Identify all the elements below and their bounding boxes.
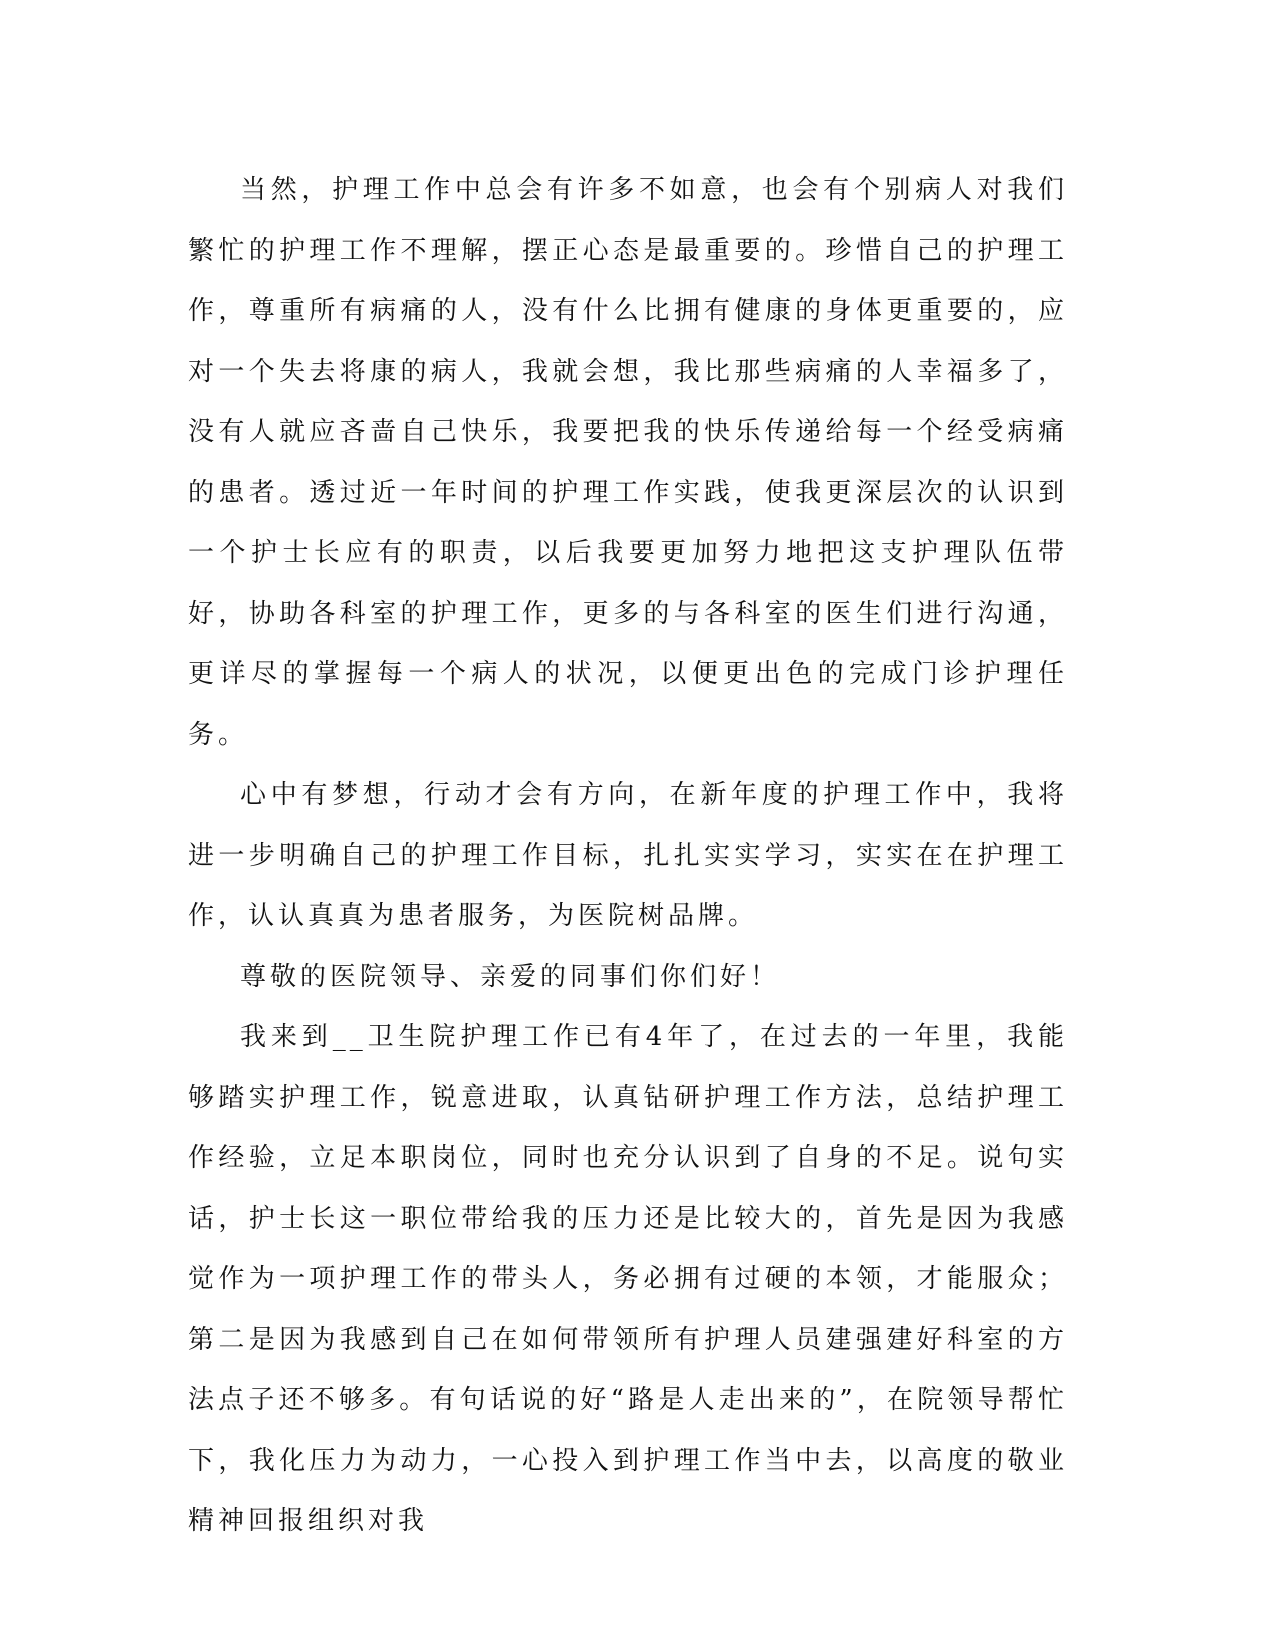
paragraph-greeting: 尊敬的医院领导、亲爱的同事们你们好！: [240, 961, 781, 992]
paragraph-work-report: 我来到__卫生院护理工作已有4年了，在过去的一年里，我能够踏实护理工作，锐意进取，认真钻研护理工作方法，总结护理工作经验，立足本职岗位，同时也充分认识到了自身的不足。说句实话，护士长这一职位带给我的压力还是比较大的，首先是因为我感觉作为一项护理工作的带头人，务必拥有过硬的本领，才能服众；第二是因为我感到自己在如何带领所有护理人员建强建好科室的方法点子还不够多。有句话说的好“路是人走出来的”，在院领导帮忙下，我化压力为动力，一心投入到护理工作当中去，以高度的敬业精神回报组织对我: [188, 1022, 1068, 1536]
paragraph-new-year-goals: 心中有梦想，行动才会有方向，在新年度的护理工作中，我将进一步明确自己的护理工作目标，扎扎实实学习，实实在在护理工作，认认真真为患者服务，为医院树品牌。: [188, 780, 1068, 931]
document-body: [188, 160, 1068, 1552]
paragraph-nursing-mindset: 当然，护理工作中总会有许多不如意，也会有个别病人对我们繁忙的护理工作不理解，摆正心态是最重要的。珍惜自己的护理工作，尊重所有病痛的人，没有什么比拥有健康的身体更重要的，应对一个失去将康的病人，我就会想，我比那些病痛的人幸福多了，没有人就应吝啬自己快乐，我要把我的快乐传递给每一个经受病痛的患者。透过近一年时间的护理工作实践，使我更深层次的认识到一个护士长应有的职责，以后我要更加努力地把这支护理队伍带好，协助各科室的护理工作，更多的与各科室的医生们进行沟通，更详尽的掌握每一个病人的状况，以便更出色的完成门诊护理任务。: [188, 175, 1068, 750]
